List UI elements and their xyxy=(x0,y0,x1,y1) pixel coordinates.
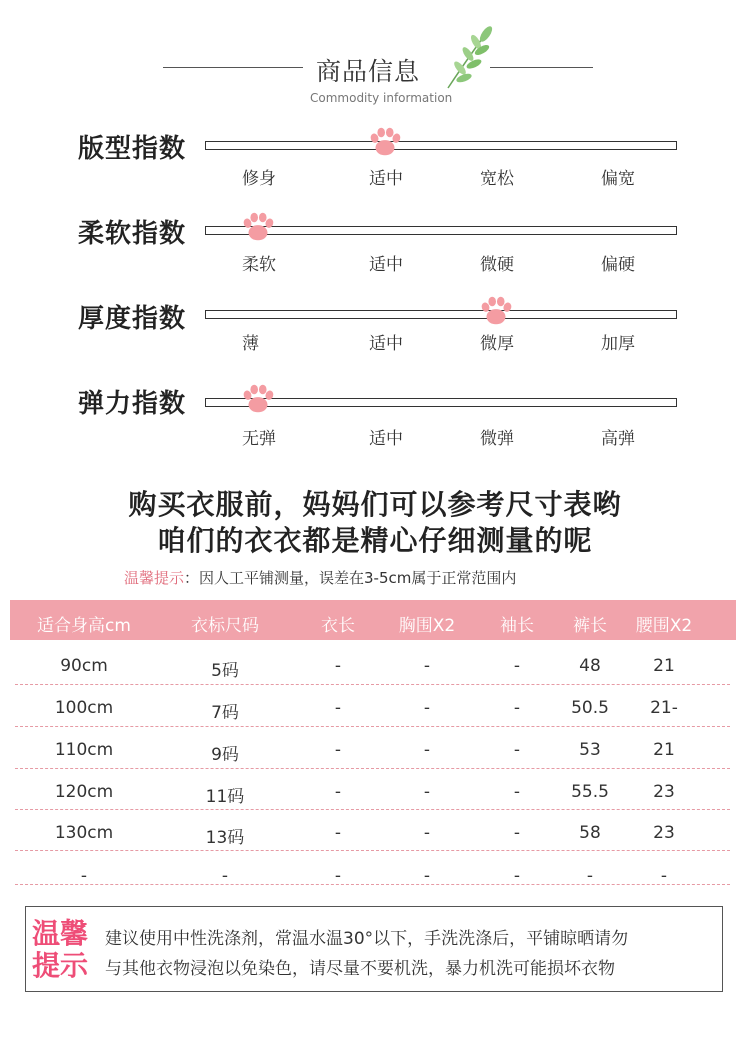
fit-index-label: 宽松 xyxy=(480,169,514,189)
stretch-index-title: 弹力指数 xyxy=(78,389,187,419)
table-cell: 5码 xyxy=(211,661,239,681)
leaf-icon xyxy=(440,22,500,92)
table-row-divider xyxy=(15,850,730,851)
table-cell: - xyxy=(423,782,431,802)
thickness-index-label: 加厚 xyxy=(601,334,635,354)
measure-tip xyxy=(124,567,516,588)
page-title: 商品信息 xyxy=(316,57,421,86)
table-cell: 21 xyxy=(653,656,675,676)
table-row-divider xyxy=(15,884,730,885)
table-row-divider xyxy=(15,809,730,810)
table-cell: 13码 xyxy=(205,828,245,848)
headline-line-1: 购买衣服前，妈妈们可以参考尺寸表哟 xyxy=(128,488,622,521)
table-cell: 120cm xyxy=(54,782,114,802)
table-cell: 58 xyxy=(579,823,601,843)
headline-line-2: 咱们的衣衣都是精心仔细测量的呢 xyxy=(157,524,593,557)
stretch-index-label: 微弹 xyxy=(480,429,514,449)
softness-index-title: 柔软指数 xyxy=(78,219,187,249)
table-cell: 53 xyxy=(579,740,601,760)
care-note-title-2: 提示 xyxy=(32,949,89,982)
table-cell: - xyxy=(513,740,521,760)
table-cell: - xyxy=(221,866,229,886)
table-cell: 7码 xyxy=(211,703,239,723)
fit-index-bar xyxy=(205,141,677,150)
softness-index-label: 微硬 xyxy=(480,255,514,275)
fit-index-label: 修身 xyxy=(242,169,276,189)
care-note-text-1: 建议使用中性洗涤剂，常温水温30°以下，手洗洗涤后，平铺晾晒请勿 xyxy=(105,929,629,949)
table-cell: 48 xyxy=(579,656,601,676)
table-cell: 23 xyxy=(653,782,675,802)
table-header-cell: 胸围X2 xyxy=(398,616,456,636)
paw-icon xyxy=(477,292,515,330)
measure-tip-text: ：因人工平铺测量，误差在3-5cm属于正常范围内 xyxy=(184,569,517,587)
table-cell: - xyxy=(513,823,521,843)
table-cell: 21- xyxy=(650,698,678,718)
care-note-text-2: 与其他衣物浸泡以免染色，请尽量不要机洗，暴力机洗可能损坏衣物 xyxy=(105,959,615,979)
softness-index-label: 偏硬 xyxy=(601,255,635,275)
table-cell: 100cm xyxy=(54,698,114,718)
table-cell: - xyxy=(334,740,342,760)
table-cell: - xyxy=(513,782,521,802)
table-cell: 130cm xyxy=(54,823,114,843)
table-cell: - xyxy=(513,656,521,676)
fit-index-title: 版型指数 xyxy=(78,134,187,164)
table-cell: - xyxy=(423,740,431,760)
thickness-index-bar xyxy=(205,310,677,319)
paw-icon xyxy=(239,380,277,418)
table-header-cell: 腰围X2 xyxy=(635,616,693,636)
table-cell: 55.5 xyxy=(571,782,609,802)
table-cell: 11码 xyxy=(205,787,245,807)
table-cell: 110cm xyxy=(54,740,114,760)
table-cell: - xyxy=(513,698,521,718)
table-header-cell: 适合身高cm xyxy=(37,616,131,636)
measure-tip-label: 温馨提示 xyxy=(124,569,185,587)
thickness-index-title: 厚度指数 xyxy=(78,304,187,334)
table-cell: 9码 xyxy=(211,745,239,765)
table-cell: - xyxy=(423,823,431,843)
softness-index-label: 适中 xyxy=(369,255,403,275)
table-cell: - xyxy=(423,656,431,676)
table-header-cell: 袖长 xyxy=(500,616,534,636)
table-row-divider xyxy=(15,684,730,685)
table-row-divider xyxy=(15,726,730,727)
table-cell: - xyxy=(334,866,342,886)
table-cell: - xyxy=(334,656,342,676)
page-subtitle: Commodity information xyxy=(310,91,453,105)
table-cell: - xyxy=(423,698,431,718)
softness-index-label: 柔软 xyxy=(242,255,276,275)
fit-index-label: 适中 xyxy=(369,169,403,189)
header-right-line xyxy=(490,67,593,68)
table-cell: 50.5 xyxy=(571,698,609,718)
table-header-cell: 衣长 xyxy=(321,616,355,636)
table-cell: - xyxy=(334,698,342,718)
stretch-index-label: 适中 xyxy=(369,429,403,449)
table-cell: - xyxy=(513,866,521,886)
table-cell: 21 xyxy=(653,740,675,760)
table-cell: 23 xyxy=(653,823,675,843)
thickness-index-label: 薄 xyxy=(242,334,259,354)
table-cell: - xyxy=(334,782,342,802)
care-note-box xyxy=(25,906,723,992)
table-header-cell: 衣标尺码 xyxy=(191,616,259,636)
table-row-divider xyxy=(15,768,730,769)
care-note-title-1: 温馨 xyxy=(32,917,89,950)
stretch-index-label: 高弹 xyxy=(601,429,635,449)
table-cell: - xyxy=(586,866,594,886)
table-cell: - xyxy=(423,866,431,886)
table-header-cell: 裤长 xyxy=(573,616,607,636)
table-cell: 90cm xyxy=(60,656,108,676)
fit-index-label: 偏宽 xyxy=(601,169,635,189)
thickness-index-label: 微厚 xyxy=(480,334,514,354)
table-cell: - xyxy=(660,866,668,886)
paw-icon xyxy=(239,208,277,246)
header-left-line xyxy=(163,67,303,68)
table-cell: - xyxy=(80,866,88,886)
stretch-index-label: 无弹 xyxy=(242,429,276,449)
paw-icon xyxy=(366,123,404,161)
thickness-index-label: 适中 xyxy=(369,334,403,354)
table-cell: - xyxy=(334,823,342,843)
